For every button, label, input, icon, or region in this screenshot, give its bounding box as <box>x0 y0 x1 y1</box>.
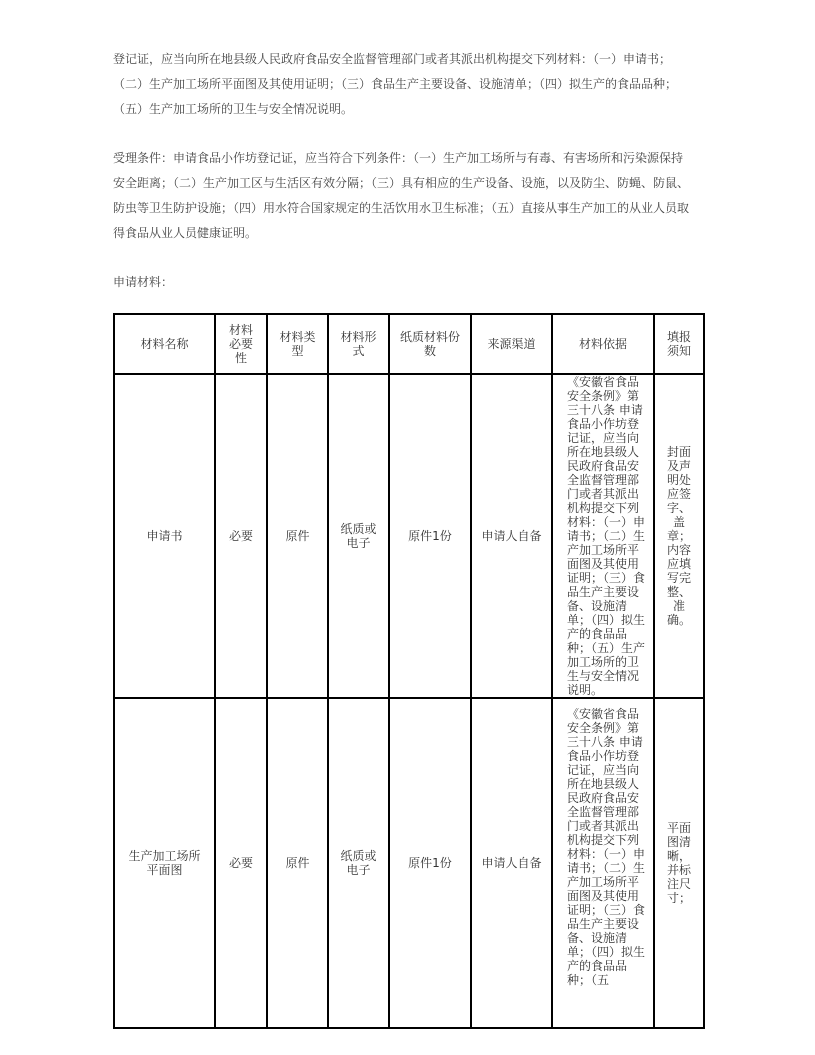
table-header-row <box>114 314 704 374</box>
cell-copies: 原件1份 <box>389 698 471 1028</box>
cell-copies: 原件1份 <box>389 374 471 698</box>
header-source: 来源渠道 <box>471 314 552 374</box>
header-type: 材料类型 <box>267 314 328 374</box>
cell-necessity: 必要 <box>215 698 267 1028</box>
cell-notes: 平面图清晰，并标注尺寸； <box>654 698 704 1028</box>
cell-notes: 封面及声明处应签字、盖章；内容应填写完整、准确。 <box>654 374 704 698</box>
cell-basis: 《安徽省食品安全条例》第三十八条 申请食品小作坊登记证，应当向所在地县级人民政府食品安全监督管理部门或者其派出机构提交下列材料：（一）申请书；（二）生产加工场所平面图及其使用证明；（三）食品生产主要设备、设施清单；（四）拟生产的食品品种；（五 <box>552 698 654 1028</box>
acceptance-conditions-paragraph: 受理条件：申请食品小作坊登记证，应当符合下列条件：（一）生产加工场所与有毒、有害场所和污染源保持安全距离；（二）生产加工区与生活区有效分隔；（三）具有相应的生产设备、设施，以及防尘、防蝇、防鼠、防虫等卫生防护设施；（四）用水符合国家规定的生活饮用水卫生标准；（五）直接从事生产加工的从业人员取得食品从业人员健康证明。 <box>113 151 690 240</box>
header-copies: 纸质材料份数 <box>389 314 471 374</box>
table-row <box>114 698 704 1028</box>
cell-material-name: 生产加工场所平面图 <box>114 698 215 1028</box>
table-row <box>114 374 704 698</box>
header-material-name: 材料名称 <box>114 314 215 374</box>
header-necessity: 材料必要性 <box>215 314 267 374</box>
cell-necessity: 必要 <box>215 374 267 698</box>
cell-basis: 《安徽省食品安全条例》第三十八条 申请食品小作坊登记证，应当向所在地县级人民政府食品安全监督管理部门或者其派出机构提交下列材料：（一）申请书；（二）生产加工场所平面图及其使用证明；（三）食品生产主要设备、设施清单；（四）拟生产的食品品种；（五）生产加工场所的卫生与安全情况说明。 <box>552 374 654 698</box>
cell-source: 申请人自备 <box>471 374 552 698</box>
cell-form: 纸质或电子 <box>328 374 389 698</box>
materials-heading: 申请材料： <box>113 275 174 289</box>
cell-type: 原件 <box>267 374 328 698</box>
cell-form: 纸质或电子 <box>328 698 389 1028</box>
header-notes: 填报须知 <box>654 314 704 374</box>
application-materials-paragraph: 登记证，应当向所在地县级人民政府食品安全监督管理部门或者其派出机构提交下列材料：（一）申请书；（二）生产加工场所平面图及其使用证明；（三）食品生产主要设备、设施清单；（四）拟生产的食品品种；（五）生产加工场所的卫生与安全情况说明。 <box>113 52 678 116</box>
materials-table <box>113 313 705 1029</box>
cell-material-name: 申请书 <box>114 374 215 698</box>
header-basis: 材料依据 <box>552 314 654 374</box>
cell-type: 原件 <box>267 698 328 1028</box>
cell-source: 申请人自备 <box>471 698 552 1028</box>
header-form: 材料形式 <box>328 314 389 374</box>
